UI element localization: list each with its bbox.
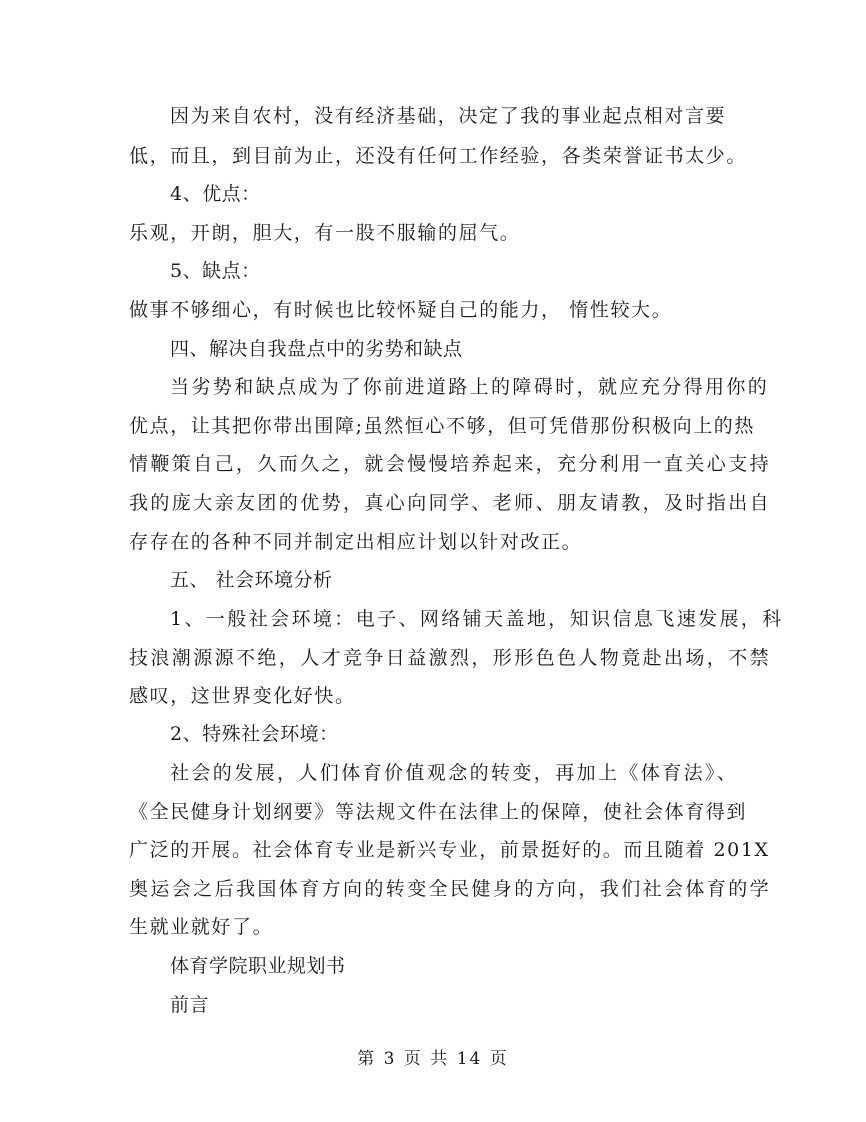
paragraph-line: 我的庞大亲友团的优势，真心向同学、老师、朋友请教，及时指出自 [129, 492, 772, 514]
paragraph-line: 因为来自农村，没有经济基础，决定了我的事业起点相对言要 [170, 105, 727, 127]
paragraph-line: 当劣势和缺点成为了你前进道路上的障碍时，就应充分得用你的 [170, 376, 770, 398]
paragraph-line: 技浪潮源源不绝，人才竞争日益激烈，形形色色人物竟赴出场，不禁 [129, 647, 772, 669]
paragraph-line: 奥运会之后我国体育方向的转变全民健身的方向，我们社会体育的学 [129, 878, 772, 900]
section-heading-five: 五、 社会环境分析 [170, 569, 333, 591]
list-heading-special-environment: 2、特殊社会环境： [170, 723, 339, 745]
paragraph-line: 情鞭策自己，久而久之，就会慢慢培养起来，充分利用一直关心支持 [129, 453, 772, 475]
paragraph-line: 存存在的各种不同并制定出相应计划以针对改正。 [129, 531, 583, 553]
paragraph-line: 做事不够细心，有时候也比较怀疑自己的能力， 惰性较大。 [129, 299, 673, 321]
paragraph-line: 优点，让其把你带出围障;虽然恒心不够，但可凭借那份积极向上的热 [129, 415, 756, 437]
paragraph-line: 乐观，开朗，胆大，有一股不服输的屈气。 [129, 222, 521, 244]
paragraph-line: 感叹，这世界变化好快。 [129, 685, 356, 707]
preface-heading: 前言 [170, 994, 210, 1016]
list-heading-weaknesses: 5、缺点： [170, 260, 261, 282]
paragraph-line: 社会的发展，人们体育价值观念的转变，再加上《体育法》、 [170, 762, 739, 784]
document-title: 体育学院职业规划书 [170, 955, 346, 977]
page-number-footer: 第 3 页 共 14 页 [357, 1049, 509, 1069]
paragraph-line: 广泛的开展。社会体育专业是新兴专业，前景挺好的。而且随着 201X [129, 839, 770, 861]
paragraph-line: 低，而且，到目前为止，还没有任何工作经验，各类荣誉证书太少。 [129, 145, 748, 167]
paragraph-line: 《全民健身计划纲要》等法规文件在法律上的保障，使社会体育得到 [129, 801, 748, 823]
section-heading-four: 四、解决自我盘点中的劣势和缺点 [170, 338, 463, 360]
list-heading-strengths: 4、优点： [170, 183, 261, 205]
paragraph-line: 生就业就好了。 [129, 916, 274, 938]
paragraph-line: 1、一般社会环境：电子、网络铺天盖地，知识信息飞速发展，科 [170, 608, 784, 630]
